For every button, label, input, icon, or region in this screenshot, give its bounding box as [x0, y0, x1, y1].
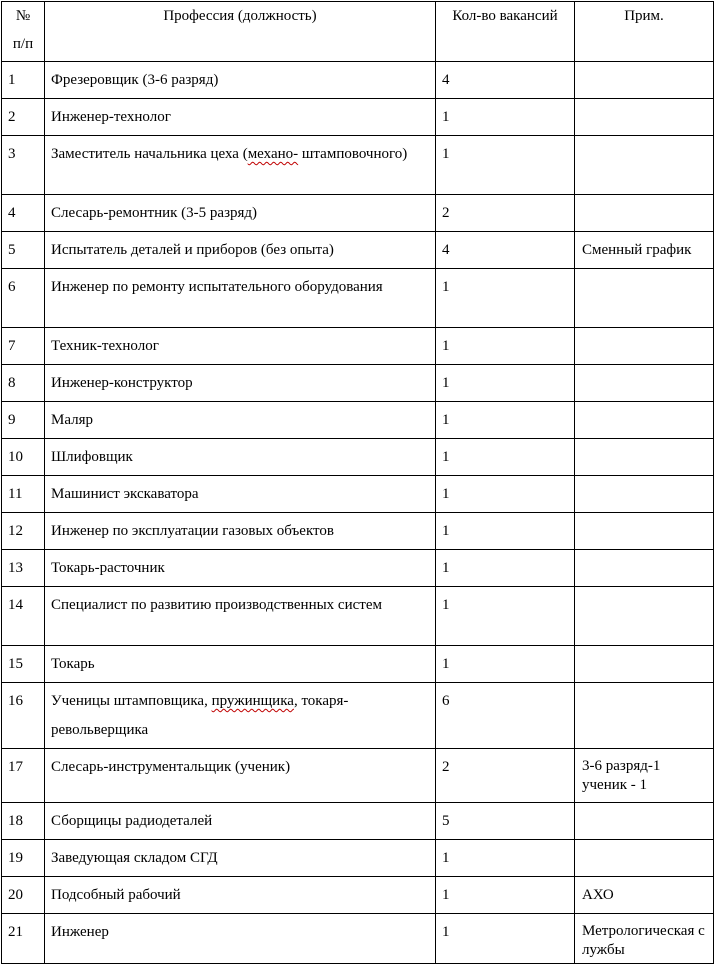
- row-profession-part-a: Заместитель начальника цеха (: [51, 146, 248, 162]
- row-profession: Токарь: [45, 646, 436, 683]
- row-profession: Машинист экскаватора: [45, 476, 436, 513]
- row-profession: Слесарь-ремонтник (3-5 разряд): [45, 195, 436, 232]
- row-num: 20: [2, 877, 45, 914]
- row-profession: [45, 683, 436, 749]
- row-num: 5: [2, 232, 45, 269]
- row-profession: Подсобный рабочий: [45, 877, 436, 914]
- row-note: [575, 587, 714, 646]
- row-note: [575, 62, 714, 99]
- row-note: [575, 402, 714, 439]
- table-row: [2, 914, 714, 964]
- table-row: [2, 365, 714, 402]
- table-row: [2, 749, 714, 803]
- table-row: [2, 439, 714, 476]
- row-profession: Испытатель деталей и приборов (без опыта): [45, 232, 436, 269]
- row-profession: Слесарь-инструментальщик (ученик): [45, 749, 436, 803]
- row-num: 12: [2, 513, 45, 550]
- table-row: [2, 269, 714, 328]
- row-num: 8: [2, 365, 45, 402]
- row-qty: 1: [436, 476, 575, 513]
- row-qty: 1: [436, 136, 575, 195]
- row-profession-part-c: штамповочного): [301, 146, 408, 162]
- header-vacancies: Кол-во вакансий: [436, 2, 575, 62]
- row-note: [575, 269, 714, 328]
- row-note: [575, 136, 714, 195]
- row-qty: 1: [436, 914, 575, 964]
- row-qty: 2: [436, 195, 575, 232]
- row-qty: 1: [436, 99, 575, 136]
- table-row: [2, 476, 714, 513]
- table-row: [2, 587, 714, 646]
- row-note: [575, 749, 714, 803]
- row-num: 7: [2, 328, 45, 365]
- row-num: 1: [2, 62, 45, 99]
- row-note: Метрологическая службы: [575, 914, 714, 964]
- row-profession: Инженер по ремонту испытательного оборудования: [45, 269, 436, 328]
- row-note: АХО: [575, 877, 714, 914]
- table-row: [2, 513, 714, 550]
- table-row: [2, 99, 714, 136]
- row-qty: 1: [436, 513, 575, 550]
- table-row: [2, 62, 714, 99]
- row-num: 16: [2, 683, 45, 749]
- row-qty: 1: [436, 550, 575, 587]
- row-note-line2: ученик - 1: [582, 777, 648, 793]
- row-num: 15: [2, 646, 45, 683]
- row-note: [575, 365, 714, 402]
- row-qty: 1: [436, 365, 575, 402]
- row-profession: Заведующая складом СГД: [45, 840, 436, 877]
- row-num: 14: [2, 587, 45, 646]
- row-num: 17: [2, 749, 45, 803]
- header-num: [2, 2, 45, 62]
- row-qty: 4: [436, 62, 575, 99]
- table-row: [2, 328, 714, 365]
- row-num: 10: [2, 439, 45, 476]
- row-note: [575, 439, 714, 476]
- vacancy-table: [1, 1, 714, 964]
- row-num: 11: [2, 476, 45, 513]
- row-note: [575, 646, 714, 683]
- row-num: 13: [2, 550, 45, 587]
- row-qty: 1: [436, 328, 575, 365]
- row-profession: Инженер-конструктор: [45, 365, 436, 402]
- row-profession: [45, 136, 436, 195]
- row-profession: Инженер: [45, 914, 436, 964]
- row-profession: Токарь-расточник: [45, 550, 436, 587]
- row-qty: 4: [436, 232, 575, 269]
- row-profession-part-b: пружинщика: [211, 693, 294, 709]
- row-note: [575, 803, 714, 840]
- row-note: [575, 513, 714, 550]
- row-note: Сменный график: [575, 232, 714, 269]
- row-note: [575, 550, 714, 587]
- table-row: [2, 232, 714, 269]
- row-num: 3: [2, 136, 45, 195]
- row-qty: 5: [436, 803, 575, 840]
- row-qty: 1: [436, 402, 575, 439]
- row-profession-part-b: механо-: [247, 146, 299, 162]
- header-note: Прим.: [575, 2, 714, 62]
- table-row: [2, 683, 714, 749]
- row-note: [575, 195, 714, 232]
- row-profession: Маляр: [45, 402, 436, 439]
- row-qty: 1: [436, 269, 575, 328]
- row-note: [575, 99, 714, 136]
- table-row: [2, 402, 714, 439]
- table-row: [2, 877, 714, 914]
- row-profession: Техник-технолог: [45, 328, 436, 365]
- row-note: [575, 328, 714, 365]
- row-note-line1: 3-6 разряд-1: [582, 758, 661, 774]
- row-profession: Инженер-технолог: [45, 99, 436, 136]
- table-row: [2, 550, 714, 587]
- row-note: [575, 476, 714, 513]
- row-profession: Инженер по эксплуатации газовых объектов: [45, 513, 436, 550]
- row-profession: Сборщицы радиодеталей: [45, 803, 436, 840]
- table-row: [2, 803, 714, 840]
- row-num: 19: [2, 840, 45, 877]
- row-num: 9: [2, 402, 45, 439]
- table-row: [2, 840, 714, 877]
- header-row: [2, 2, 714, 62]
- header-num-line2: п/п: [12, 36, 34, 52]
- row-note: [575, 683, 714, 749]
- row-num: 2: [2, 99, 45, 136]
- row-num: 18: [2, 803, 45, 840]
- row-profession: Фрезеровщик (3-6 разряд): [45, 62, 436, 99]
- row-num: 6: [2, 269, 45, 328]
- row-qty: 1: [436, 877, 575, 914]
- row-qty: 2: [436, 749, 575, 803]
- table-row: [2, 136, 714, 195]
- header-num-line1: №: [15, 8, 31, 24]
- row-qty: 1: [436, 587, 575, 646]
- row-qty: 6: [436, 683, 575, 749]
- row-profession-part-c: , токаря-револьверщика: [51, 693, 349, 738]
- row-qty: 1: [436, 646, 575, 683]
- row-profession-part-a: Ученицы штамповщика,: [51, 693, 212, 709]
- row-profession: Шлифовщик: [45, 439, 436, 476]
- table-row: [2, 195, 714, 232]
- row-num: 21: [2, 914, 45, 964]
- table-row: [2, 646, 714, 683]
- row-qty: 1: [436, 439, 575, 476]
- row-qty: 1: [436, 840, 575, 877]
- row-num: 4: [2, 195, 45, 232]
- row-note: [575, 840, 714, 877]
- row-profession: Специалист по развитию производственных систем: [45, 587, 436, 646]
- header-profession: Профессия (должность): [45, 2, 436, 62]
